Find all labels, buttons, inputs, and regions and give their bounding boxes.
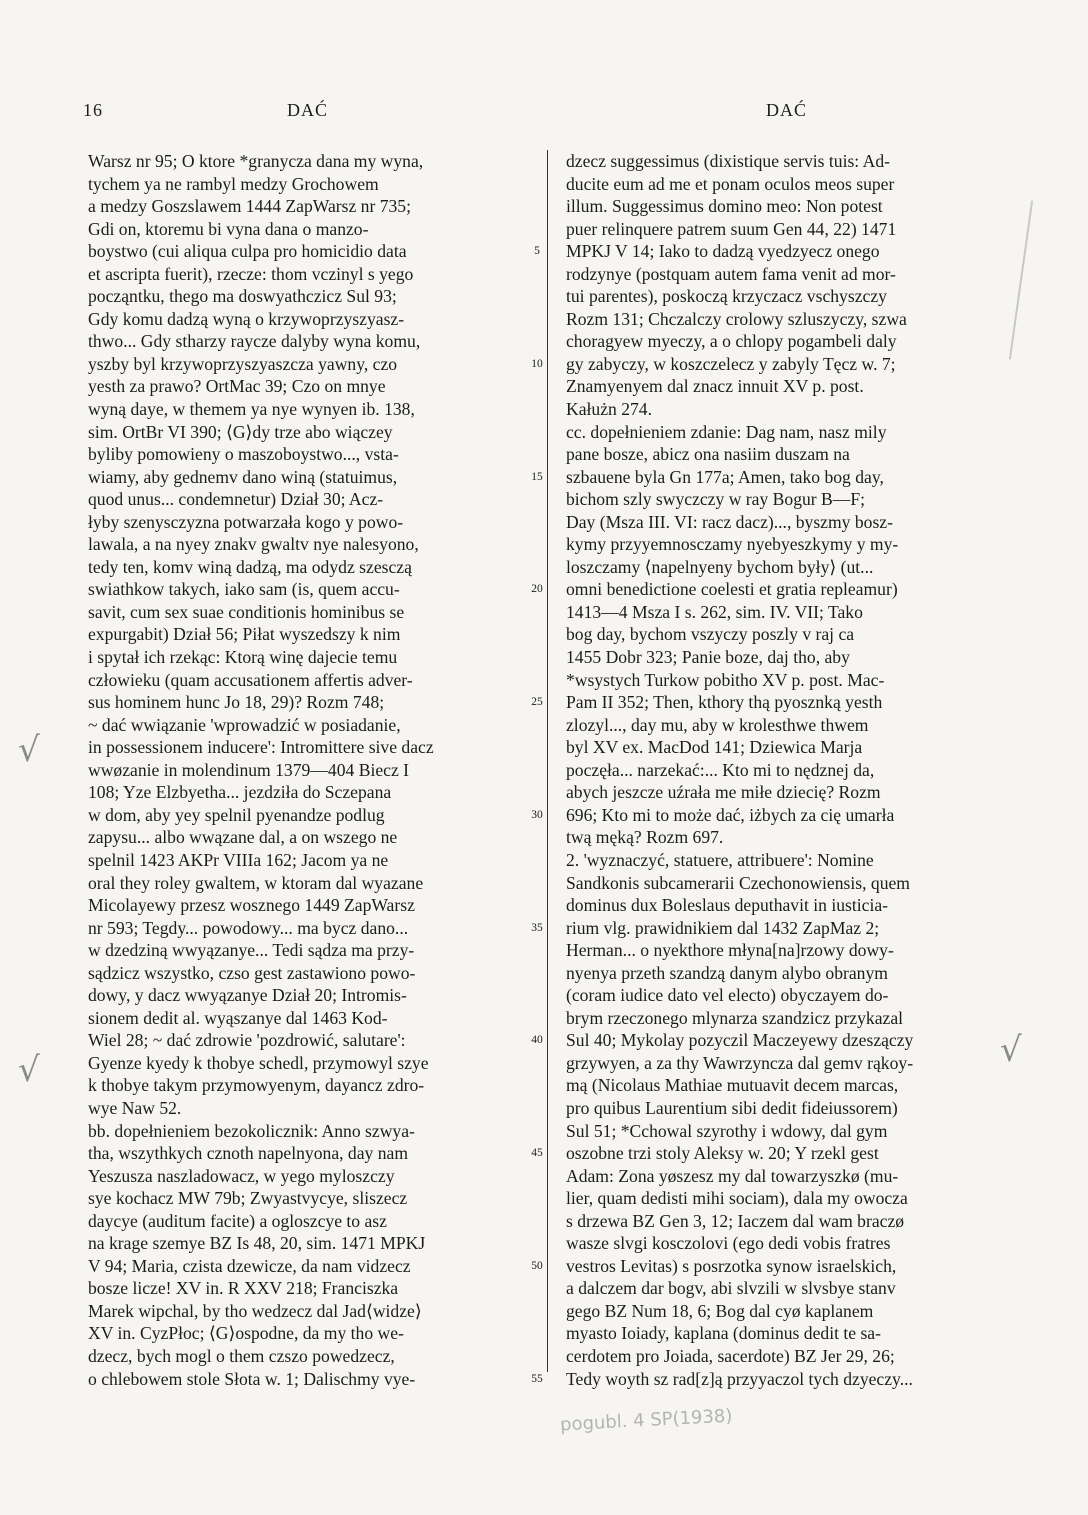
line-number: 55 <box>531 1372 543 1385</box>
text-line: w dzedziną wwyązanye... Tedi sądza ma przy- <box>88 940 415 961</box>
margin-check-mark-icon: √ <box>18 1050 40 1090</box>
text-line: zlozyl..., day mu, aby w krolesthwe thwem <box>566 714 869 735</box>
right-text-column <box>566 150 994 1390</box>
text-line: zapysu... albo wwązane dal, a on wszego ne <box>88 827 398 848</box>
text-line: XV in. CyzPłoc; ⟨G⟩ospodne, da my tho we- <box>88 1323 404 1344</box>
text-line: cerdotem pro Joiada, sacerdote) BZ Jer 29, 26; <box>566 1345 895 1366</box>
text-line: thwo... Gdy stharzy raycze dalyby wyna komu, <box>88 331 421 352</box>
text-line: swiathkow takych, iako sam (is, quem accu- <box>88 579 400 600</box>
text-line: bichom szly swyczczy w ray Bogur B—F; <box>566 489 866 510</box>
text-line: V 94; Maria, czista dzewicze, da nam vidzecz <box>88 1255 411 1276</box>
text-line: yesth za prawo? OrtMac 39; Czo on mnye <box>88 376 386 397</box>
text-line: dzecz, bych mogl o them czszo powedzecz, <box>88 1345 395 1366</box>
text-line: sim. OrtBr VI 390; ⟨G⟩dy trze abo wiączey <box>88 421 393 442</box>
page-number: 16 <box>83 100 103 120</box>
text-line: nr 593; Tegdy... powodowy... ma bycz dano... <box>88 917 409 938</box>
text-line: ducite eum ad me et ponam oculos meos super <box>566 173 895 194</box>
text-line: yszby byl krzywoprzyszyaszcza yawny, czo <box>88 353 398 374</box>
text-line: Gdy komu dadzą wyną o krzywoprzyszyasz- <box>88 308 405 329</box>
text-line: na krage szemye BZ Is 48, 20, sim. 1471 MPKJ <box>88 1233 426 1254</box>
text-line: lawala, a na nyey znakv gwaltv nye nalesyono, <box>88 534 419 555</box>
text-line: dominus dux Boleslaus deputhavit in iusticia- <box>566 895 889 916</box>
line-number: 20 <box>531 583 543 596</box>
text-line: Rozm 131; Chczalczy crolowy szluszyczy, szwa <box>566 308 907 329</box>
text-line: Micolayewy przesz wosznego 1449 ZapWarsz <box>88 895 415 916</box>
line-number: 30 <box>531 808 543 821</box>
text-line: myasto Ioiady, kaplana (dominus dedit te sa- <box>566 1323 881 1344</box>
text-line: savit, cum sex suae conditionis hominibus se <box>88 601 405 622</box>
text-line: sye kochacz MW 79b; Zwyastvycye, sliszecz <box>88 1188 408 1209</box>
text-line: s drzewa BZ Gen 3, 12; Iaczem dal wam braczø <box>566 1210 905 1231</box>
text-line: (coram iudice dato vel electo) obyczayem do- <box>566 985 889 1006</box>
text-line: 1413—4 Msza I s. 262, sim. IV. VII; Tako <box>566 601 863 622</box>
text-line: dowy, y dacz wwyązanye Dział 20; Intromis- <box>88 985 407 1006</box>
text-line: Pam II 352; Then, kthory thą pyosznką yesth <box>566 692 883 713</box>
text-line: szbauene byla Gn 177a; Amen, tako bog day, <box>566 466 884 487</box>
text-line: quod unus... condemnetur) Dział 30; Acz- <box>88 489 384 510</box>
margin-check-mark-icon: √ <box>1000 1030 1022 1070</box>
text-line: loszczamy ⟨napelnyeny bychom były⟩ (ut... <box>566 556 874 577</box>
text-line: 1455 Dobr 323; Panie boze, daj tho, aby <box>566 647 850 668</box>
text-line: omni benedictione coelesti et gratia repleamur) <box>566 579 898 600</box>
text-line: grzywyen, a za thy Wawrzyncza dal gemv rąkoy- <box>566 1052 914 1073</box>
text-line: byliby pomowieny o maszoboystwo..., vsta- <box>88 444 399 465</box>
text-line: a dalczem dar bogv, abi slvzili w slvsbye stanv <box>566 1278 896 1299</box>
text-line: Sandkonis subcamerarii Czechonowiensis, quem <box>566 872 910 893</box>
text-line: w dom, aby yey spelnil pyenandze podlug <box>88 804 385 825</box>
margin-check-mark-icon: √ <box>18 730 40 770</box>
text-line: daycye (auditum facite) a ogloszcye to asz <box>88 1210 387 1231</box>
text-line: wiamy, aby gednemv dano winą (statuimus, <box>88 466 398 487</box>
line-number: 40 <box>531 1034 543 1047</box>
text-line: k thobye takym przymowyenym, dayancz zdro- <box>88 1075 425 1096</box>
text-line: tha, wszythkych cznoth napelnyona, day nam <box>88 1143 409 1164</box>
line-number: 50 <box>531 1259 543 1272</box>
text-line: expurgabit) Dział 56; Piłat wyszedszy k nim <box>88 624 401 645</box>
text-line: Marek wipchal, by tho wedzecz dal Jad⟨widze⟩ <box>88 1300 422 1321</box>
text-line: oszobne trzi stoly Aleksy w. 20; Y rzekl gest <box>566 1143 879 1164</box>
text-line: Adam: Zona yøszesz my dal towarzyszkø (mu- <box>566 1165 899 1186</box>
text-line: brym rzeczonego mlynarza szandzicz przykazal <box>566 1007 904 1028</box>
text-line: Yeszusza naszladowacz, w yego myloszczy <box>88 1165 395 1186</box>
text-line: sionem dedit al. wyąszanye dal 1463 Kod- <box>88 1007 388 1028</box>
text-line: 696; Kto mi to może dać, iżbych za cię umarła <box>566 804 895 825</box>
text-line: Wiel 28; ~ dać zdrowie 'pozdrowić, salutare': <box>88 1030 406 1051</box>
left-text-column <box>88 150 516 1390</box>
text-line: bosze licze! XV in. R XXV 218; Franciszka <box>88 1278 399 1299</box>
left-headword: DAĆ <box>287 100 329 120</box>
text-line: wasze slvgi kosczolovi (ego dedi vobis fratres <box>566 1233 891 1254</box>
text-line: o chlebowem stole Słota w. 1; Dalischmy vye- <box>88 1368 416 1389</box>
text-line: tychem ya ne rambyl medzy Grochowem <box>88 173 379 194</box>
right-headword: DAĆ <box>766 100 808 120</box>
line-number: 45 <box>531 1147 543 1160</box>
line-number: 10 <box>531 357 543 370</box>
text-line: pro quibus Laurentium sibi dedit fideiussorem) <box>566 1097 898 1118</box>
text-line: rodzynye (postquam autem fama venit ad mor- <box>566 263 896 284</box>
text-line: oral they roley gwaltem, w ktoram dal wyazane <box>88 872 424 893</box>
text-line: choragyew myeczy, a o chlopy pogambeli daly <box>566 331 897 352</box>
text-line: cc. dopełnieniem zdanie: Dag nam, nasz mily <box>566 421 887 442</box>
line-number: 25 <box>531 696 543 709</box>
text-line: Sul 40; Mykolay pozyczil Maczeyewy dzeszączy <box>566 1030 914 1051</box>
text-line: et ascripta fuerit), rzecze: thom vczinyl s yego <box>88 263 414 284</box>
text-line: twą męką? Rozm 697. <box>566 827 724 848</box>
text-line: puer relinquere patrem suum Gen 44, 22) 1471 <box>566 218 897 239</box>
text-line: dzecz suggessimus (dixistique servis tuis: Ad- <box>566 151 890 171</box>
text-line: sądzicz wszystko, czso gest zastawiono powo- <box>88 962 416 983</box>
text-line: Herman... o nyekthore młyna[na]rzowy dowy- <box>566 940 894 961</box>
text-line: in possessionem inducere': Intromittere sive dacz <box>88 737 434 758</box>
text-line: gego BZ Num 18, 6; Bog dal cyø kaplanem <box>566 1300 874 1321</box>
text-line: Warsz nr 95; O ktore *granycza dana my wyna, <box>88 151 424 171</box>
text-line: byl XV ex. MacDod 141; Dziewica Marja <box>566 737 863 758</box>
line-number: 5 <box>534 245 540 258</box>
text-line: abych jeszcze uźrała me miłe dziecię? Rozm <box>566 782 881 803</box>
text-line: Znamyenyem dal znacz innuit XV p. post. <box>566 376 864 397</box>
text-line: illum. Suggessimus domino meo: Non potest <box>566 196 883 217</box>
text-line: począntku, thego ma doswyathczicz Sul 93; <box>88 286 397 307</box>
line-number: 15 <box>531 470 543 483</box>
text-line: spelnil 1423 AKPr VIIIa 162; Jacom ya ne <box>88 849 389 870</box>
text-line: *wsystych Turkow pobitho XV p. post. Mac- <box>566 669 885 690</box>
text-line: a medzy Goszslawem 1444 ZapWarsz nr 735; <box>88 196 411 217</box>
text-line: gy zabyczy, w koszczelecz y zabyly Tęcz w. 7; <box>566 353 896 374</box>
text-line: wwøzanie in molendinum 1379—404 Biecz I <box>88 759 410 780</box>
text-line: człowieku (quam accusationem affertis adver- <box>88 669 413 690</box>
text-line: lier, quam dedisti mihi sociam), dala my owocza <box>566 1188 908 1209</box>
text-line: tui parentes), poskoczą krzyczacz vschyszczy <box>566 286 887 307</box>
column-divider <box>547 150 548 1372</box>
text-line: bog day, bychom vszyczy poszly v raj ca <box>566 624 855 645</box>
text-line: bb. dopełnieniem bezokolicznik: Anno szwya- <box>88 1120 415 1141</box>
text-line: boystwo (cui aliqua culpa pro homicidio data <box>88 241 407 262</box>
text-line: vestros Levitas) s posrzotka synow israelskich, <box>566 1255 897 1276</box>
text-line: Tedy woyth sz rad[z]ą przyyaczol tych dzyeczy... <box>566 1368 913 1389</box>
text-line: Sul 51; *Cchowal szyrothy i wdowy, dal gym <box>566 1120 888 1141</box>
text-line: Gyenze kyedy k thobye schedl, przymowyl szye <box>88 1052 429 1073</box>
text-line: łyby szenysczyzna potwarzała kogo y powo- <box>88 511 404 532</box>
text-line: rium vlg. prawidnikiem dal 1432 ZapMaz 2; <box>566 917 880 938</box>
text-line: Kałużn 274. <box>566 399 652 420</box>
text-line: 108; Yze Elzbyetha... jezdziła do Sczepana <box>88 782 392 803</box>
margin-pencil-note: pogubl. 4 SP(1938) <box>559 1405 733 1436</box>
text-line: nyenya przeth szandzą danym alybo obranym <box>566 962 888 983</box>
text-line: poczęła... narzekać:... Kto mi to nędznej da, <box>566 759 875 780</box>
text-line: MPKJ V 14; Iako to dadzą vyedzyecz onego <box>566 241 880 262</box>
text-line: wyną daye, w themem ya nye wynyen ib. 138, <box>88 399 415 420</box>
text-line: sus hominem hunc Jo 18, 29)? Rozm 748; <box>88 692 385 713</box>
text-line: 2. 'wyznaczyć, statuere, attribuere': Nomine <box>566 849 874 870</box>
margin-pencil-scribble <box>1009 201 1033 360</box>
text-line: kymy przyyemnosczamy nyebyeszkymy y my- <box>566 534 899 555</box>
text-line: pane bosze, abicz ona nasiim duszam na <box>566 444 850 465</box>
text-line: tedy ten, komv winą dadzą, ma odydz szesczą <box>88 556 412 577</box>
text-line: Gdi on, ktoremu bi vyna dana o manzo- <box>88 218 369 239</box>
text-line: Day (Msza III. VI: racz dacz)..., byszmy bosz- <box>566 511 893 532</box>
text-line: i spytał ich rzekąc: Ktorą winę dajecie temu <box>88 647 398 668</box>
line-number: 35 <box>531 921 543 934</box>
text-line: ~ dać wwiązanie 'wprowadzić w posiadanie, <box>88 714 401 735</box>
text-line: mą (Nicolaus Mathiae mutuavit decem marcas, <box>566 1075 899 1096</box>
text-line: wye Naw 52. <box>88 1097 182 1118</box>
